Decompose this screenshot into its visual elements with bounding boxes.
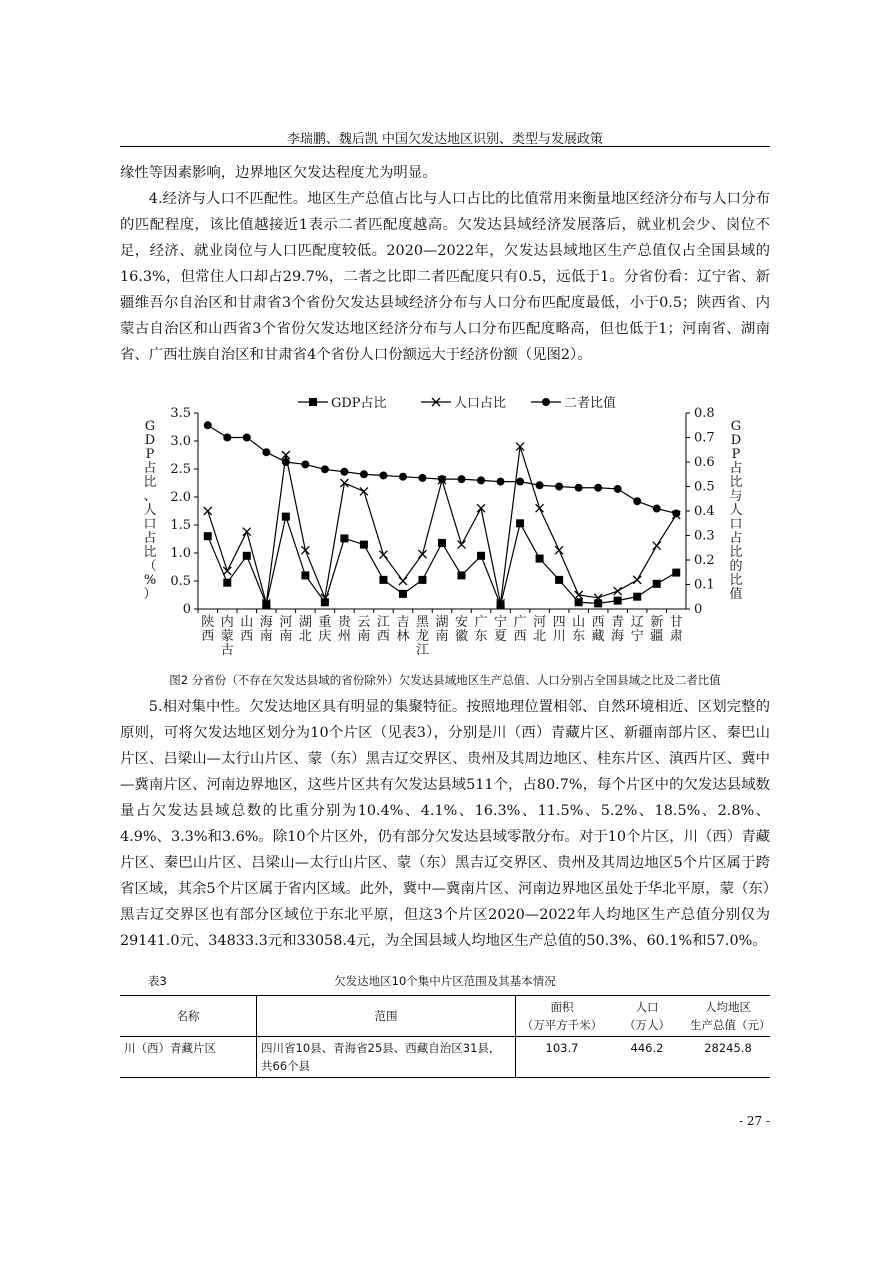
series-1-point (477, 552, 485, 560)
right-tick-label: 0 (694, 602, 703, 617)
x-tick-label: 贵州 (337, 615, 351, 644)
series-3-point (536, 481, 544, 489)
x-tick-label: 新疆 (650, 615, 664, 644)
series-1-point (243, 552, 251, 560)
series-1-point (282, 513, 290, 521)
series-1-point (614, 597, 622, 605)
series-1-point (653, 580, 661, 588)
series-1-point (516, 519, 524, 527)
x-tick-label: 宁夏 (494, 615, 508, 644)
series-3-point (516, 478, 524, 486)
table-3 (120, 995, 770, 1078)
cell-gdp-per-capita: 28245.8 (686, 1037, 770, 1078)
figure-caption: 图2 分省份（不存在欠发达县域的省份除外）欠发达县域地区生产总值、人口分别占全国县域之比及二者比值 (169, 673, 721, 687)
series-1-point (555, 576, 563, 584)
right-tick-label: 0.1 (694, 577, 715, 593)
paragraph-section-4-text: 4.经济与人口不匹配性。地区生产总值占比与人口占比的比值常用来衡量地区经济分布与人口分布的匹配程度，该比值越接近1表示二者匹配度越高。欠发达县域经济发展落后，就业机会少、岗位不足，经济、就业岗位与人口匹配度较低。2020—2022年，欠发达县域地区生产总值仅占全国县域的16.3%，但常住人口却占29.7%，二者之比即二者匹配度只有0.5，远低于1。分省份看：辽宁省、新疆维吾尔自治区和甘肃省3个省份欠发达县域经济分布与人口分布匹配度最低，小于0.5；陕西省、内蒙古自治区和山西省3个省份欠发达地区经济分布与人口分布匹配度略高，但也低于1；河南省、湖南省、广西壮族自治区和甘肃省4个省份人口份额远大于经济份额（见图2）。 (120, 191, 770, 363)
x-tick-label: 海南 (259, 615, 273, 644)
x-tick-label: 重庆 (318, 615, 332, 644)
table-title: 欠发达地区10个集中片区范围及其基本情况 (334, 974, 556, 988)
series-1-point (223, 579, 231, 587)
legend-marker-1 (309, 398, 317, 406)
series-3-point (555, 483, 563, 491)
right-tick-label: 0.5 (694, 479, 715, 495)
paragraph-intro-text: 缘性等因素影响，边界地区欠发达程度尤为明显。 (120, 165, 437, 181)
page-number: - 27 - (738, 1114, 770, 1128)
series-1-point (633, 593, 641, 601)
right-tick-label: 0.4 (694, 504, 715, 519)
series-3-point (438, 475, 446, 483)
series-1-point (360, 541, 368, 549)
legend-label-2: 人口占比 (454, 396, 507, 411)
right-axis-title: G D P 占比与人口占比的比值 (729, 419, 743, 602)
left-tick-label: 0.5 (170, 574, 191, 589)
right-tick-label: 0.2 (694, 553, 715, 568)
series-2-point (379, 551, 387, 559)
series-1-point (458, 571, 466, 579)
series-2-point (653, 542, 661, 550)
header-gdp-line2: 生产总值（元） (690, 1018, 771, 1032)
right-tick-label: 0.6 (694, 455, 715, 470)
x-tick-label: 青海 (611, 615, 625, 644)
series-1-point (321, 598, 329, 606)
x-tick-label: 山西 (240, 615, 254, 644)
series-3-point (497, 478, 505, 486)
series-line-2 (208, 447, 676, 604)
x-tick-label: 陕西 (201, 615, 215, 644)
series-3-point (477, 476, 485, 484)
series-3-point (243, 434, 251, 442)
header-rule (120, 146, 770, 147)
series-3-point (321, 465, 329, 473)
series-3-point (594, 484, 602, 492)
legend-label-3: 二者比值 (564, 396, 617, 411)
series-3-point (458, 475, 466, 483)
x-tick-label: 黑龙江 (415, 615, 429, 658)
header-gdp-per-capita (686, 996, 770, 1037)
series-2-point (418, 550, 426, 558)
x-tick-label: 四川 (552, 615, 566, 644)
figure-2-chart (120, 392, 770, 664)
series-1-point (301, 571, 309, 579)
x-tick-label: 山东 (572, 615, 586, 644)
header-area-line1: 面积 (550, 1000, 574, 1014)
header-population-line2: （万人） (624, 1018, 670, 1032)
x-tick-label: 安徽 (455, 615, 469, 644)
series-3-point (418, 474, 426, 482)
paragraph-section-5-text: 5.相对集中性。欠发达地区具有明显的集聚特征。按照地理位置相邻、自然环境相近、区划完整的原则，可将欠发达地区划分为10个片区（见表3），分别是川（西）青藏片区、新疆南部片区、秦巴山片区、吕梁山—太行山片区、蒙（东）黑吉辽交界区、贵州及其周边地区、桂东片区、滇西片区、冀中—冀南片区、河南边界地区，这些片区共有欠发达县域511个，占80.7%，每个片区中的欠发达县域数量占欠发达县域总数的比重分别为10.4%、4.1%、16.3%、11.5%、5.2%、18.5%、2.8%、4.9%、3.3%和3.6%。除10个片区外，仍有部分欠发达县域零散分布。对于10个片区，川（西）青藏片区、秦巴山片区、吕梁山—太行山片区、蒙（东）黑吉辽交界区、贵州及其周边地区5个片区属于跨省区域，其余5个片区属于省内区域。此外，冀中—冀南片区、河南边界地区虽处于华北平原，蒙（东）黑吉辽交界区也有部分区域位于东北平原，但这3个片区2020—2022年人均地区生产总值分别仅为29141.0元、34833.3元和33058.4元，为全国县域人均地区生产总值的50.3%、60.1%和57.0%。 (120, 699, 770, 949)
series-1-point (204, 532, 212, 540)
series-2-point (204, 507, 212, 515)
left-tick-label: 3.0 (170, 434, 191, 449)
left-tick-label: 2.5 (170, 462, 191, 477)
x-tick-label: 湖北 (298, 615, 312, 644)
series-2-point (243, 528, 251, 536)
legend-marker-3 (542, 398, 550, 406)
paragraph-intro (120, 160, 770, 186)
series-3-point (360, 470, 368, 478)
x-tick-label: 江西 (376, 615, 390, 644)
header-area-line2: （万平方千米） (521, 1018, 603, 1032)
x-tick-label: 云南 (357, 615, 371, 644)
table-row (120, 1037, 770, 1078)
right-tick-label: 0.7 (694, 430, 715, 446)
series-1-point (536, 555, 544, 563)
x-tick-label: 河南 (279, 615, 293, 644)
cell-population: 446.2 (608, 1037, 686, 1078)
header-scope: 范围 (257, 996, 516, 1037)
series-line-1 (208, 517, 676, 605)
series-3-point (633, 497, 641, 505)
x-tick-label: 广东 (474, 615, 488, 644)
series-2-point (223, 567, 231, 575)
left-tick-label: 2.0 (170, 490, 191, 505)
x-tick-label: 甘肃 (669, 615, 683, 644)
x-tick-label: 内蒙古 (220, 615, 234, 658)
header-population (608, 996, 686, 1037)
series-1-point (418, 576, 426, 584)
x-tick-label: 吉林 (396, 615, 410, 644)
left-axis-title: G D P 占比、人口占比（%） (143, 419, 157, 602)
x-tick-label: 河北 (533, 615, 547, 644)
right-tick-label: 0.3 (694, 528, 715, 544)
series-3-point (340, 468, 348, 476)
x-tick-label: 湖南 (435, 615, 449, 644)
header-area (516, 996, 609, 1037)
x-tick-label: 西藏 (591, 615, 605, 644)
series-3-point (575, 484, 583, 492)
series-2-point (633, 576, 641, 584)
series-3-point (653, 505, 661, 513)
series-2-point (555, 546, 563, 554)
series-3-point (614, 485, 622, 493)
series-1-point (340, 534, 348, 542)
table-header-row (120, 996, 770, 1037)
series-2-point (458, 541, 466, 549)
series-1-point (672, 569, 680, 577)
series-1-point (438, 539, 446, 547)
left-tick-label: 1.5 (170, 518, 191, 533)
series-2-point (536, 504, 544, 512)
paragraph-section-4 (120, 186, 770, 368)
header-population-line1: 人口 (635, 1000, 659, 1014)
series-1-point (379, 576, 387, 584)
cell-scope: 四川省10县、青海省25县、西藏自治区31县，共66个县 (257, 1037, 516, 1078)
chart-svg (120, 392, 770, 664)
left-tick-label: 0 (182, 602, 191, 617)
cell-area: 103.7 (516, 1037, 609, 1078)
table-number: 表3 (148, 974, 167, 988)
series-1-point (399, 590, 407, 598)
left-tick-label: 3.5 (170, 406, 191, 421)
series-2-point (614, 587, 622, 595)
legend-label-1: GDP占比 (331, 396, 387, 411)
table-title-row (120, 973, 770, 989)
series-3-point (204, 421, 212, 429)
running-header: 李瑞鹏、魏后凯 中国欠发达地区识别、类型与发展政策 (286, 132, 604, 147)
right-tick-label: 0.8 (694, 406, 715, 421)
series-3-point (223, 434, 231, 442)
series-3-point (399, 473, 407, 481)
header-gdp-line1: 人均地区 (705, 1000, 751, 1014)
series-line-3 (208, 425, 676, 513)
series-3-point (301, 460, 309, 468)
series-2-point (399, 577, 407, 585)
cell-name: 川（西）青藏片区 (120, 1037, 257, 1078)
x-tick-label: 辽宁 (630, 615, 644, 644)
series-1-point (575, 598, 583, 606)
left-tick-label: 1.0 (170, 546, 191, 561)
series-3-point (282, 458, 290, 466)
series-3-point (672, 509, 680, 517)
series-2-point (360, 487, 368, 495)
x-tick-label: 广西 (513, 615, 527, 644)
series-3-point (262, 448, 270, 456)
paragraph-section-5 (120, 694, 770, 954)
series-3-point (379, 471, 387, 479)
header-name: 名称 (120, 996, 257, 1037)
